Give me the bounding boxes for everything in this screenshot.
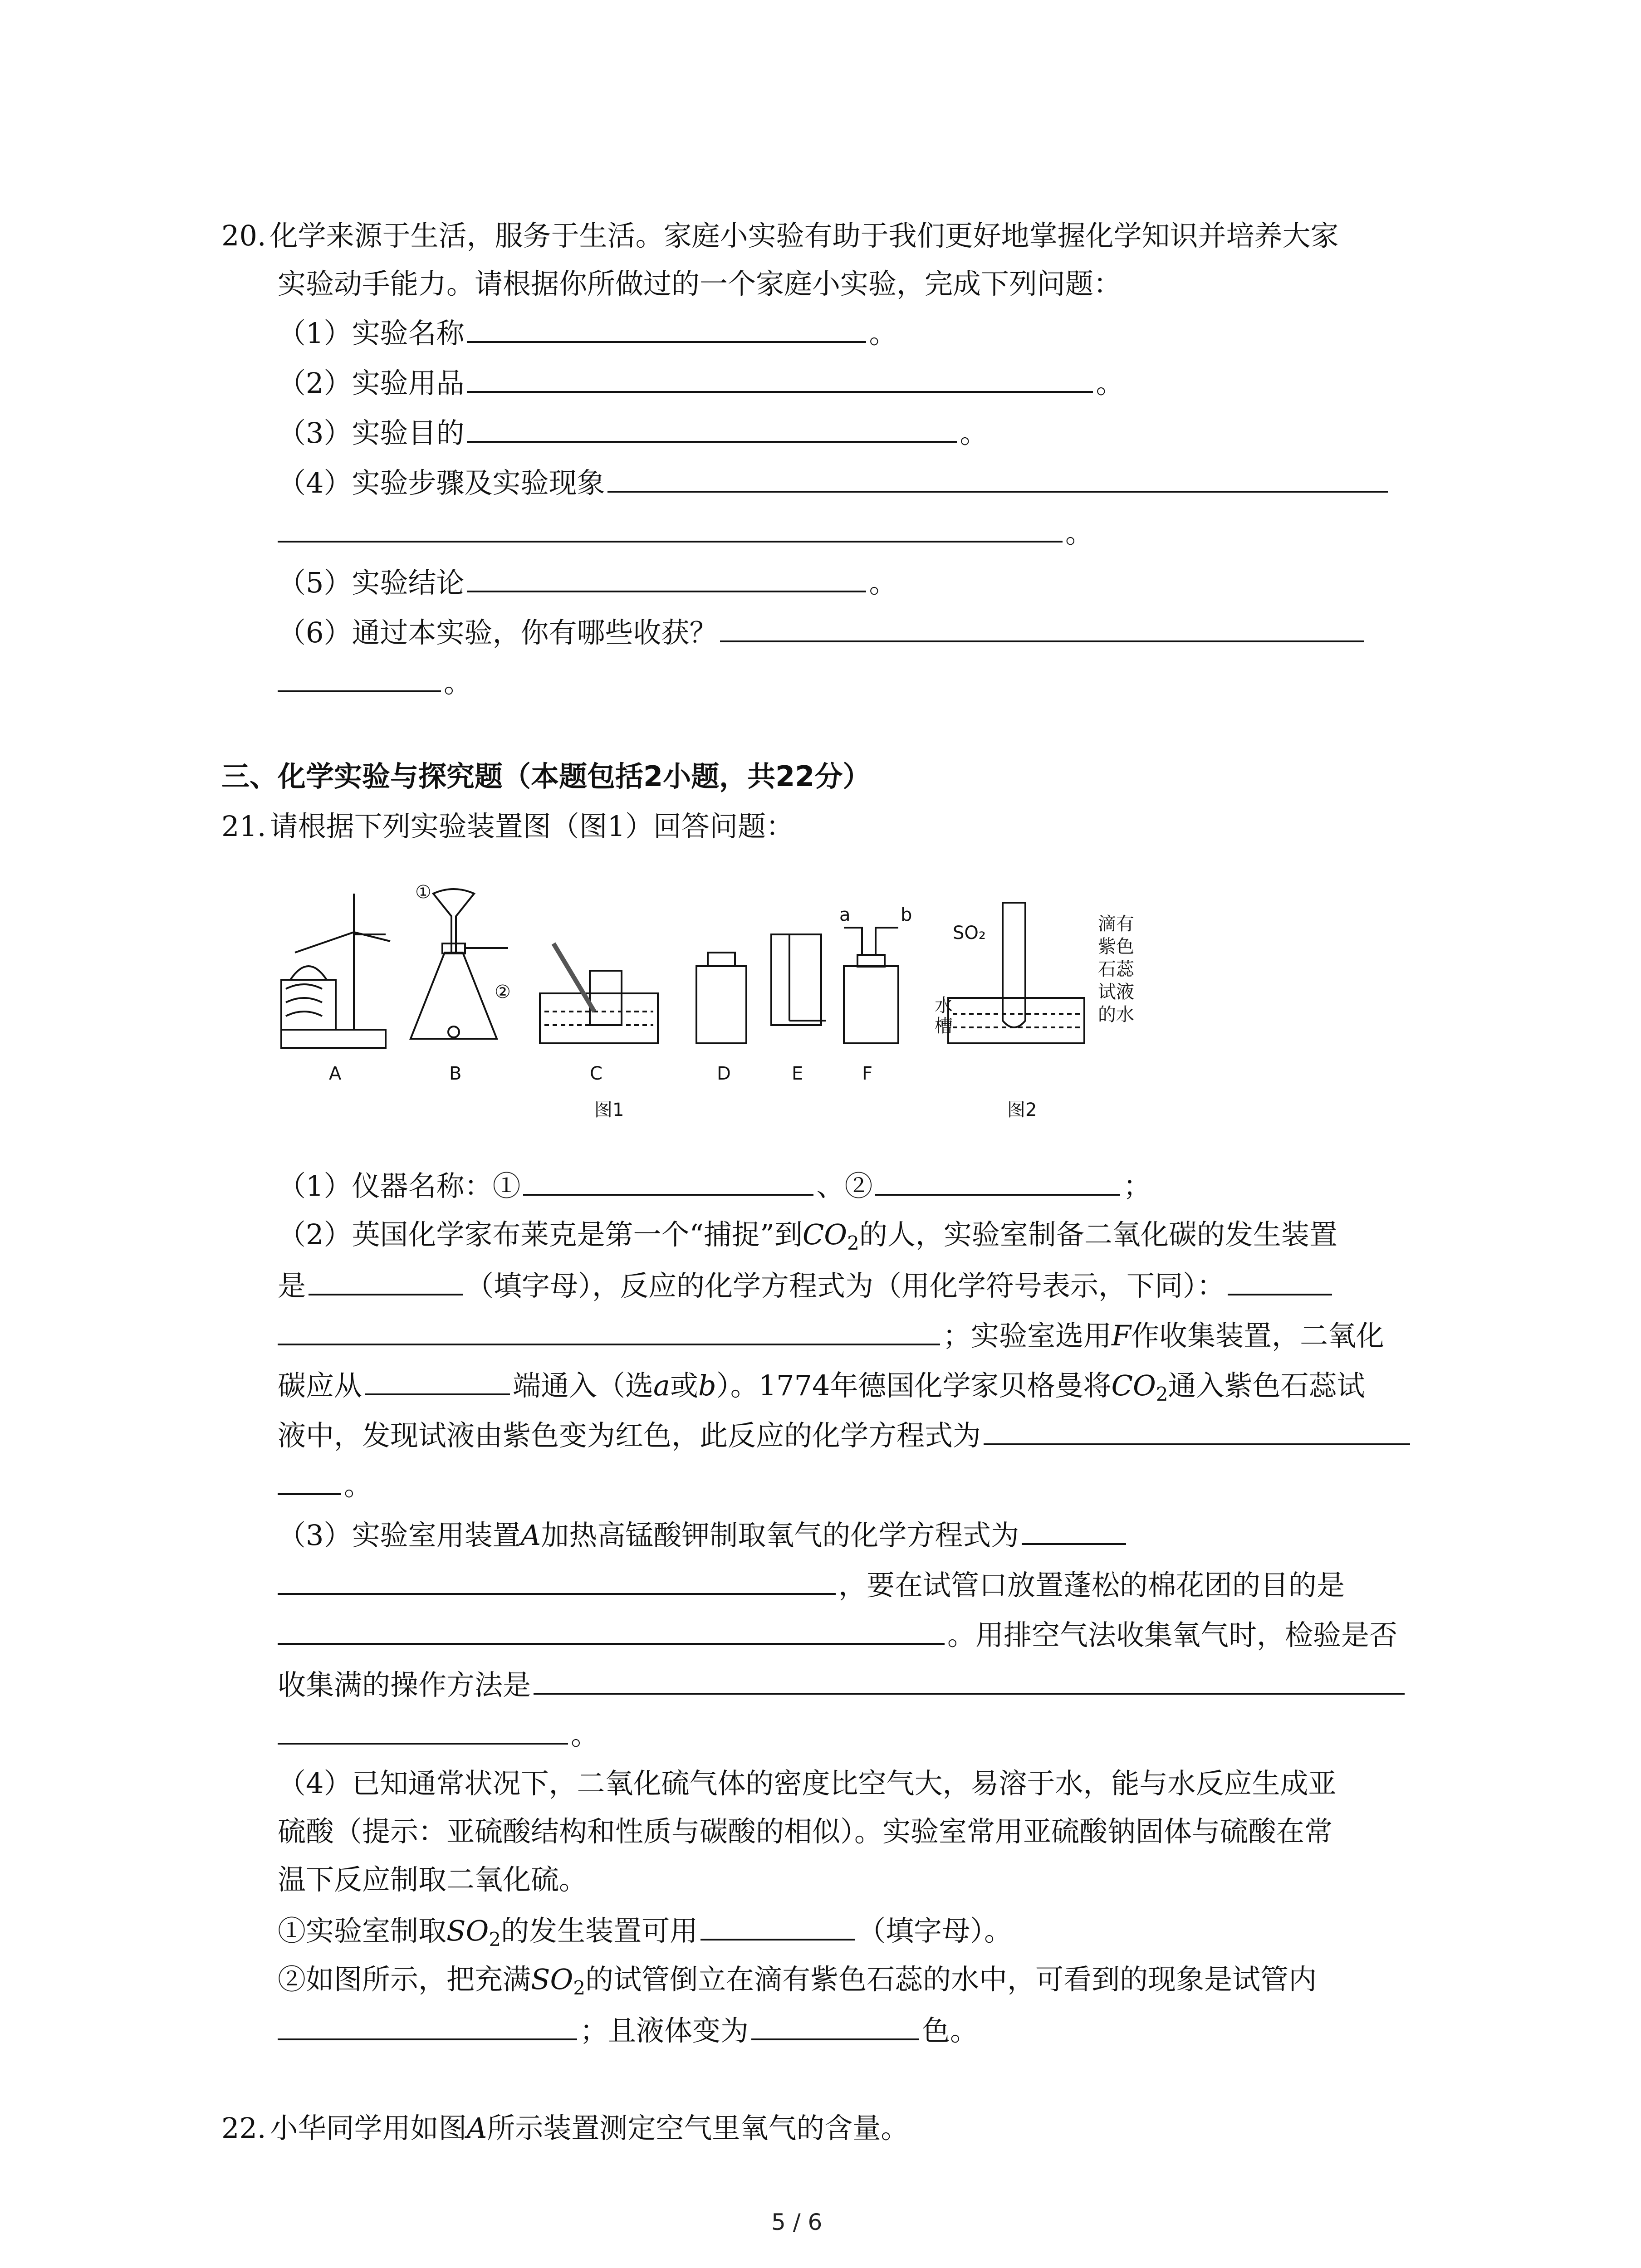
q21-p3-l4: 收集满的操作方法是: [278, 1668, 531, 1701]
b-letter: b: [698, 1369, 716, 1402]
q21-blank-equation1a[interactable]: [1228, 1266, 1332, 1295]
q21-part4-line2: 硫酸（提示：亚硫酸结构和性质与碳酸的相似）。实验室常用亚硫酸钠固体与硫酸在常: [278, 1815, 1333, 1848]
a-device-letter: A: [520, 1519, 541, 1552]
so2-subscript: 2: [489, 1928, 501, 1950]
side-text-3: 石蕊: [1098, 959, 1134, 980]
q21-p4-i2a: ②如图所示，把充满: [278, 1963, 531, 1996]
q21-p2-l3a: ；实验室选用: [943, 1319, 1112, 1352]
co2-formula: CO: [802, 1218, 847, 1251]
or-text: 或: [670, 1369, 699, 1402]
apparatus-f: [844, 928, 898, 1043]
co2-subscript: 2: [1156, 1383, 1168, 1405]
q20-blank-4a[interactable]: [607, 463, 1388, 493]
q21-blank-equation1b[interactable]: [278, 1315, 940, 1345]
so2-formula: SO: [446, 1914, 489, 1947]
q21-blank-o2-eq-a[interactable]: [1022, 1515, 1126, 1545]
q21-blank-o2-eq-b[interactable]: [278, 1565, 836, 1595]
label-d: D: [717, 1063, 731, 1084]
q21-blank-so2-generator[interactable]: [700, 1911, 855, 1941]
q21-blank-liquid-color[interactable]: [751, 2010, 919, 2040]
q21-part4-item1: [278, 1911, 1012, 1959]
q21-part1: [278, 1166, 1151, 1205]
q22-line: [221, 2109, 909, 2147]
q20-item-4: [278, 463, 1391, 502]
q21-p2-l4d: 通入紫色石蕊试: [1168, 1369, 1365, 1402]
q22-a-letter: A: [466, 2112, 487, 2145]
q20-blank-2[interactable]: [467, 363, 1093, 393]
period: 。: [571, 1718, 599, 1751]
period: 。: [444, 666, 472, 699]
q21-p4-i2b: 的试管倒立在滴有紫色石蕊的水中，可看到的现象是试管内: [585, 1963, 1317, 1996]
q21-p2-l3b: 作收集装置，二氧化: [1131, 1319, 1385, 1352]
q21-number: 21.: [221, 810, 266, 843]
q21-p4-i1c: （填字母）。: [857, 1914, 1013, 1947]
q21-p2-l2b: （填字母），反应的化学方程式为（用化学符号表示，下同）：: [465, 1269, 1225, 1302]
q21-blank-cotton-purpose[interactable]: [278, 1615, 945, 1645]
circle-label-1: ①: [415, 882, 431, 903]
q21-p4-i3a: ；且液体变为: [580, 2014, 749, 2047]
q20-intro-line1: [221, 217, 1339, 255]
q20-item-2: [278, 363, 1124, 402]
period: 。: [960, 416, 988, 450]
q21-intro-text: 请根据下列实验装置图（图1）回答问题：: [269, 810, 794, 843]
co2-subscript: 2: [847, 1232, 859, 1254]
q21-part3-line4: [278, 1665, 1407, 1704]
side-text-2: 紫色: [1098, 936, 1134, 957]
q21-part3-line2: [278, 1565, 1345, 1604]
period: 。: [1096, 367, 1124, 400]
apparatus-b: [411, 889, 508, 1039]
q20-item-3-label: （3）实验目的: [278, 416, 465, 450]
q21-blank-tube-phenomenon[interactable]: [278, 2010, 577, 2040]
q21-p4-i1b: 的发生装置可用: [501, 1914, 698, 1947]
apparatus-d: [696, 953, 746, 1043]
q22-text-a: 小华同学用如图: [269, 2112, 467, 2145]
q21-part3-line5: [278, 1715, 599, 1754]
q21-part2-line4: [278, 1365, 1365, 1413]
q21-p2-l4a: 碳应从: [278, 1369, 362, 1402]
q21-p3-l3: 。用排空气法收集氧气时，检验是否: [947, 1618, 1398, 1652]
q21-part4-item2: [278, 1960, 1317, 2007]
period: 。: [1065, 516, 1094, 549]
q20-blank-6a[interactable]: [720, 612, 1364, 642]
q21-intro-line: [221, 807, 794, 846]
q20-item-6-label: （6）通过本实验，你有哪些收获？: [278, 616, 718, 649]
q21-p3-l1a: （3）实验室用装置: [278, 1519, 521, 1552]
q21-blank-generator[interactable]: [309, 1266, 463, 1295]
apparatus-figure: [272, 875, 1157, 1148]
label-e: E: [792, 1063, 803, 1084]
q21-p3-l1b: 加热高锰酸钾制取氧气的化学方程式为: [541, 1519, 1019, 1552]
q20-number: 20.: [221, 219, 266, 252]
port-a-label: a: [839, 904, 851, 925]
q20-blank-3[interactable]: [467, 413, 957, 443]
q21-part2-line5: [278, 1415, 1413, 1455]
q21-p1-b: 、②: [816, 1169, 873, 1202]
q21-part2-line6: [278, 1465, 372, 1505]
side-text-1: 滴有: [1098, 914, 1134, 934]
q21-p2-l5: 液中，发现试液由紫色变为红色，此反应的化学方程式为: [278, 1419, 981, 1452]
q22-number: 22.: [221, 2112, 266, 2145]
q20-blank-6b[interactable]: [278, 662, 441, 692]
q21-p2-l1b: 的人，实验室制备二氧化碳的发生装置: [859, 1218, 1337, 1251]
apparatus-a: [281, 894, 390, 1048]
q21-blank-instrument2[interactable]: [875, 1166, 1120, 1196]
q20-item-6-cont: [278, 662, 472, 702]
so2-formula: SO: [531, 1963, 573, 1996]
q21-p1-c: ；: [1123, 1169, 1151, 1202]
period: 。: [869, 317, 897, 350]
q20-item-3: [278, 413, 988, 452]
q21-blank-check-full-a[interactable]: [534, 1665, 1405, 1695]
q21-blank-check-full-b[interactable]: [278, 1715, 568, 1745]
q21-blank-instrument1[interactable]: [523, 1166, 813, 1196]
q21-p2-l1: （2）英国化学家布莱克是第一个“捕捉”到: [278, 1218, 803, 1251]
q21-p2-l2a: 是: [278, 1269, 306, 1302]
side-text-5: 的水: [1098, 1004, 1134, 1025]
q21-blank-port[interactable]: [365, 1365, 510, 1395]
q21-p4-i3b: 色。: [922, 2014, 979, 2047]
q21-part3-line3: [278, 1615, 1397, 1654]
q20-item-1: [278, 313, 897, 352]
a-letter: a: [653, 1369, 670, 1402]
so2-subscript: 2: [573, 1977, 586, 1999]
label-b: B: [449, 1063, 462, 1084]
q20-intro-text1: 化学来源于生活，服务于生活。家庭小实验有助于我们更好地掌握化学知识并培养大家: [269, 219, 1339, 252]
q21-part2-line2: [278, 1266, 1335, 1305]
q22-text-b: 所示装置测定空气里氧气的含量。: [487, 2112, 909, 2145]
q21-blank-equation2b[interactable]: [278, 1465, 341, 1495]
f-letter: F: [1112, 1319, 1132, 1352]
circle-label-2: ②: [495, 982, 511, 1002]
q20-blank-1[interactable]: [467, 313, 866, 343]
side-text-4: 试液: [1098, 982, 1134, 1002]
q20-item-5-label: （5）实验结论: [278, 566, 465, 599]
label-a: A: [329, 1063, 342, 1084]
port-b-label: b: [901, 904, 912, 925]
so2-label: SO₂: [953, 923, 986, 943]
q20-item-5: [278, 562, 897, 602]
q21-p1-a: （1）仪器名称：①: [278, 1169, 521, 1202]
co2-formula: CO: [1111, 1369, 1156, 1402]
apparatus-e: [771, 934, 826, 1025]
trough-label-2: 槽: [935, 1016, 953, 1036]
q21-part4-line3: 温下反应制取二氧化硫。: [278, 1863, 588, 1896]
q20-blank-5[interactable]: [467, 562, 866, 592]
q20-item-4-cont: [278, 513, 1093, 552]
q21-part3-line1: [278, 1515, 1129, 1554]
q20-blank-4b[interactable]: [278, 513, 1063, 543]
q20-item-2-label: （2）实验用品: [278, 367, 465, 400]
fig2-caption: 图2: [1007, 1100, 1037, 1120]
apparatus-c: [540, 943, 658, 1043]
q20-item-1-label: （1）实验名称: [278, 317, 465, 350]
q21-part2-line3: [278, 1315, 1384, 1355]
section3-heading: 三、化学实验与探究题（本题包括2小题，共22分）: [221, 760, 871, 793]
page-number: 5 / 6: [771, 2209, 823, 2235]
q21-part2-line1: [278, 1216, 1337, 1262]
label-c: C: [590, 1063, 603, 1084]
q21-part4-item2-cont: [278, 2010, 978, 2050]
q20-intro-line2: 实验动手能力。请根据你所做过的一个家庭小实验，完成下列问题：: [278, 267, 1122, 300]
trough-label-1: 水: [935, 995, 953, 1016]
q20-item-4-label: （4）实验步骤及实验现象: [278, 466, 605, 499]
q21-p2-l4b: 端通入（选: [513, 1369, 654, 1402]
q21-p2-l4c: ）。1774年德国化学家贝格曼将: [716, 1369, 1112, 1402]
q20-item-6: [278, 612, 1367, 652]
q21-part4-line1: （4）已知通常状况下，二氧化硫气体的密度比空气大，易溶于水，能与水反应生成亚: [278, 1767, 1337, 1800]
q21-p3-l2: ，要在试管口放置蓬松的棉花团的目的是: [838, 1569, 1345, 1602]
fig1-caption: 图1: [594, 1100, 624, 1120]
period: 。: [869, 566, 897, 599]
label-f: F: [862, 1063, 873, 1084]
q21-p4-i1a: ①实验室制取: [278, 1914, 447, 1947]
period: 。: [344, 1469, 372, 1502]
q21-blank-equation2a[interactable]: [984, 1415, 1410, 1445]
